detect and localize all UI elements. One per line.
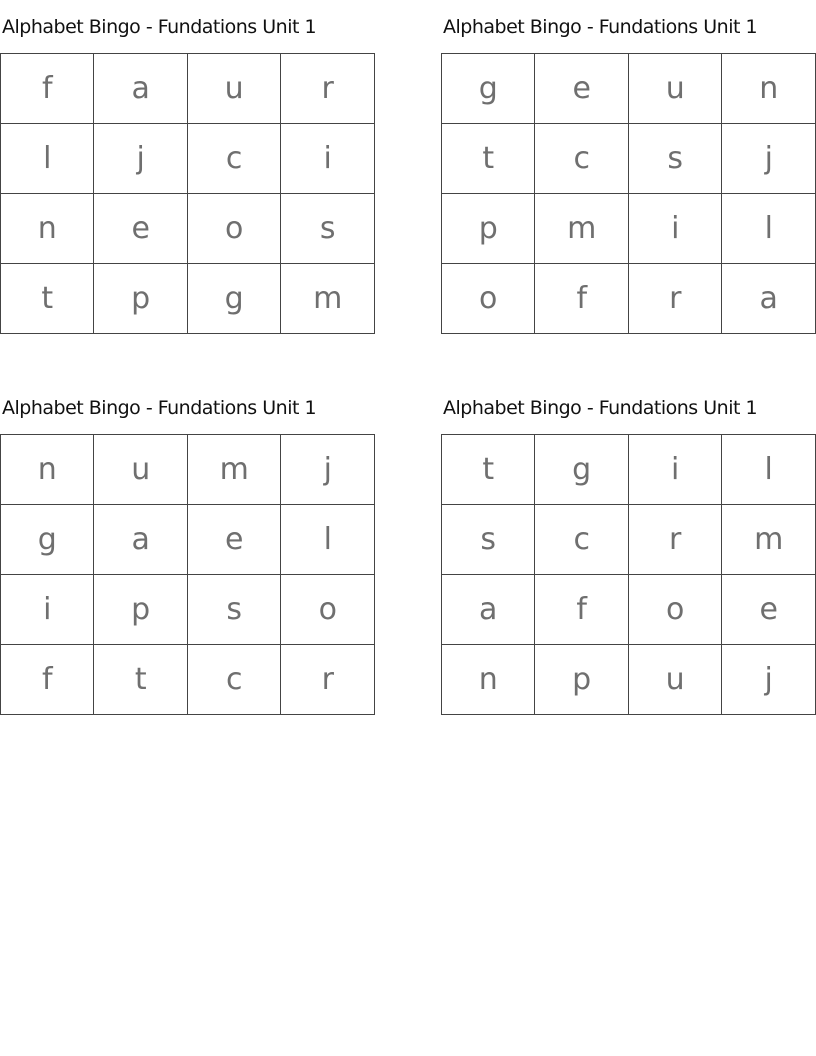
bingo-cell: p [94,264,187,334]
grid-row [1,264,375,334]
bingo-cell: g [442,54,535,124]
bingo-cell: l [1,124,94,194]
bingo-cell: p [535,645,628,715]
bingo-cell: l [722,435,816,505]
bingo-cell: a [442,575,535,645]
grid-row [1,505,375,575]
grid-row [1,194,375,264]
bingo-cell: t [94,645,187,715]
grid-row [442,435,816,505]
bingo-cell: i [281,124,375,194]
bingo-cell: l [281,505,375,575]
bingo-cell: i [1,575,94,645]
card-title: Alphabet Bingo - Fundations Unit 1 [2,397,317,419]
bingo-cell: l [722,194,816,264]
bingo-cell: f [535,264,629,334]
card-title: Alphabet Bingo - Fundations Unit 1 [443,16,758,38]
bingo-cell: r [628,505,721,575]
bingo-cell: u [187,54,280,124]
bingo-cell: n [442,645,535,715]
bingo-grid [0,53,375,334]
card-title: Alphabet Bingo - Fundations Unit 1 [2,16,317,38]
bingo-cell: c [535,124,629,194]
grid-row [442,645,816,715]
bingo-cell: r [281,645,375,715]
bingo-cell: t [442,435,535,505]
bingo-cell: o [628,575,721,645]
grid-row [442,264,816,334]
grid-row [1,54,375,124]
bingo-cell: s [281,194,375,264]
bingo-cell: r [629,264,722,334]
card-title: Alphabet Bingo - Fundations Unit 1 [443,397,758,419]
bingo-cell: p [94,575,187,645]
bingo-cell: m [722,505,816,575]
bingo-cell: o [187,194,280,264]
grid-row [1,575,375,645]
bingo-cell: m [187,435,281,505]
bingo-cell: s [442,505,535,575]
grid-row [442,575,816,645]
bingo-card-3 [0,398,375,715]
bingo-cell: g [535,435,628,505]
bingo-cell: c [187,124,280,194]
bingo-cell: j [281,435,375,505]
bingo-cell: m [535,194,629,264]
bingo-grid [0,434,375,715]
bingo-cell: o [281,575,375,645]
grid-row [1,124,375,194]
bingo-cell: u [628,645,721,715]
bingo-cell: n [1,435,94,505]
bingo-cell: f [1,54,94,124]
bingo-card-1 [0,17,375,334]
bingo-cell: g [187,264,280,334]
bingo-cell: i [628,435,721,505]
grid-row [1,645,375,715]
bingo-cell: c [535,505,628,575]
bingo-cell: j [94,124,187,194]
bingo-cell: g [1,505,94,575]
bingo-cell: e [94,194,187,264]
bingo-cell: e [722,575,816,645]
bingo-cell: n [1,194,94,264]
bingo-cell: i [629,194,722,264]
bingo-cell: n [722,54,816,124]
bingo-cell: e [187,505,281,575]
grid-row [442,505,816,575]
bingo-cell: e [535,54,629,124]
bingo-grid [441,53,816,334]
bingo-cell: r [281,54,375,124]
bingo-cell: o [442,264,535,334]
bingo-cell: a [722,264,816,334]
bingo-cell: s [187,575,281,645]
bingo-cell: u [94,435,187,505]
bingo-cell: j [722,645,816,715]
bingo-cell: u [629,54,722,124]
grid-row [442,194,816,264]
bingo-cell: j [722,124,816,194]
bingo-card-2 [441,17,816,334]
bingo-cell: s [629,124,722,194]
grid-row [442,54,816,124]
bingo-grid [441,434,816,715]
bingo-cell: m [281,264,375,334]
bingo-cell: f [1,645,94,715]
bingo-cell: c [187,645,281,715]
bingo-cell: a [94,505,187,575]
grid-row [442,124,816,194]
bingo-cell: p [442,194,535,264]
bingo-cell: t [1,264,94,334]
grid-row [1,435,375,505]
bingo-cell: t [442,124,535,194]
bingo-cell: f [535,575,628,645]
bingo-card-4 [441,398,816,715]
bingo-cell: a [94,54,187,124]
